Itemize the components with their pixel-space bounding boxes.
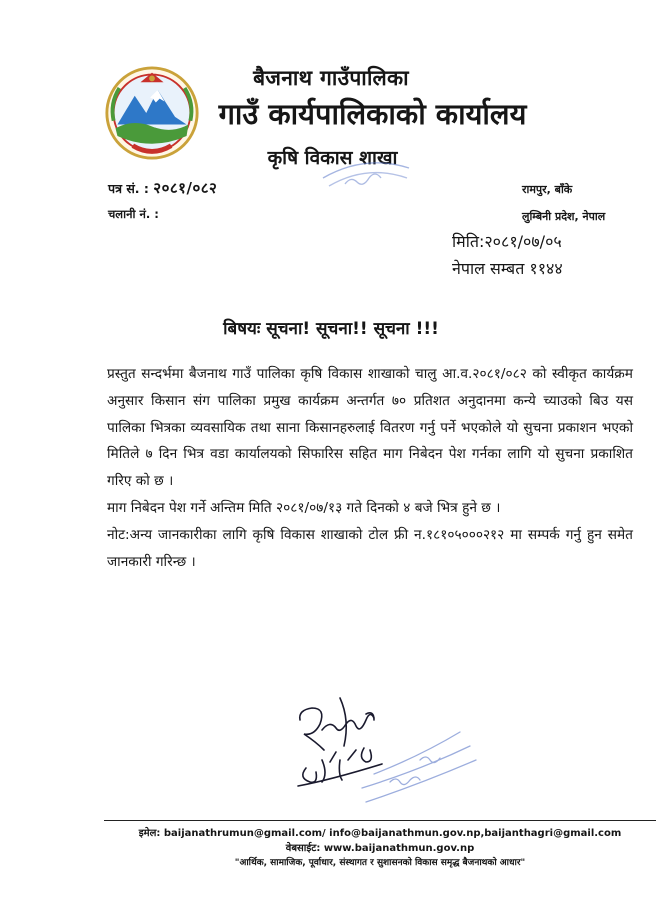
footer-email: इमेल: baijanathrumun@gmail.com/ info@baijanathmun.gov.np,baijanthagri@gmail.com <box>138 828 622 839</box>
body-paragraph-3: नोट:अन्य जानकारीका लागि कृषि विकास शाखाको टोल फ्री न.१८१०५०००२१२ मा सम्पर्क गर्नु हुन समेत जानकारी गरिन्छ । <box>107 526 633 570</box>
signature-and-stamp-icon <box>270 690 505 810</box>
date-line: मिति:२०८१/०७/०५ <box>452 232 562 251</box>
footer <box>104 826 656 871</box>
letter-number-value: २०८१/०८२ <box>153 179 218 197</box>
address-line-2: लुम्बिनी प्रदेश, नेपाल <box>522 210 606 223</box>
government-emblem-icon <box>104 65 200 161</box>
nepal-sambat-line: नेपाल सम्बत ११४४ <box>452 259 563 278</box>
footer-motto: "आर्थिक, सामाजिक, पूर्वाधार, संस्थागत र सुशासनको विकास समृद्ध बैजनाथको आधार" <box>234 858 526 868</box>
letter-number-label: पत्र सं. : <box>108 181 149 196</box>
office-name: बैजनाथ गाउँपालिका <box>253 66 409 90</box>
subject-heading: बिषयः सूचना! सूचना!! सूचना !!! <box>223 319 439 339</box>
office-title: गाउँ कार्यपालिकाको कार्यालय <box>218 97 527 131</box>
letter-number <box>108 178 217 198</box>
body-paragraph-2: माग निबेदन पेश गर्ने अन्तिम मिति २०८१/०७/१३ गते दिनको ४ बजे भित्र हुने छ । <box>107 499 501 516</box>
footer-divider <box>104 820 656 821</box>
body-paragraph-1: प्रस्तुत सन्दर्भमा बैजनाथ गाउँ पालिका कृषि विकास शाखाको चालु आ.व.२०८१/०८२ को स्वीकृत कार्यक्रम अनुसार किसान संग पालिका प्रमुख कार्यक्रम अन्तर्गत ७० प्रतिशत अनुदानमा कन्ये च्याउको बिउ यस पालिका भित्रका व्यवसायिक तथा साना किसानहरुलाई वितरण गर्नु पर्ने भएकोले यो सुचना प्रकाशन भएको मितिले ७ दिन भित्र वडा कार्यालयको सिफारिस सहित माग निबेदन पेश गर्नका लागि यो सुचना प्रकाशित गरिए को छ । <box>107 366 633 490</box>
official-stamp-icon <box>315 148 415 192</box>
branch-name: कृषि विकास शाखा <box>267 147 398 169</box>
footer-website: वेबसाईट: www.baijanathmun.gov.np <box>285 843 475 854</box>
dispatch-number-label: चलानी नं. : <box>108 207 159 221</box>
notice-body <box>107 361 633 575</box>
address-line-1: रामपुर, बाँके <box>522 183 573 196</box>
